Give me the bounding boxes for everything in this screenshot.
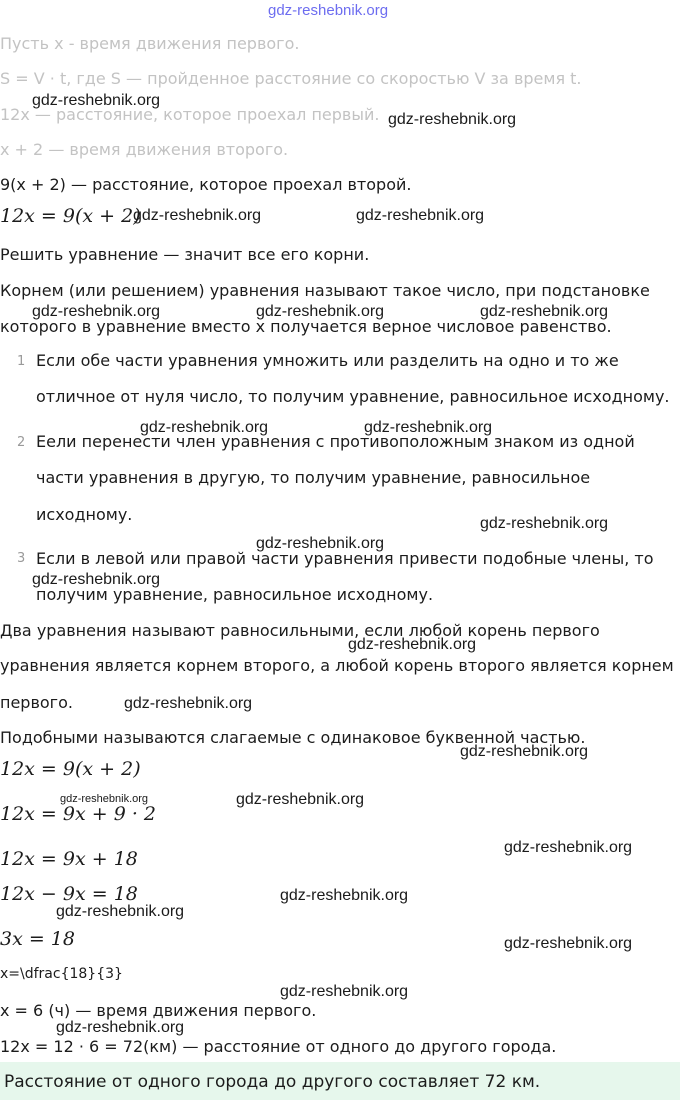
text-equivalent-definition: уравнения является корнем второго, а любой корень второго является корнем <box>0 656 674 675</box>
rule-text: исходному. <box>36 505 133 524</box>
watermark[interactable]: gdz-reshebnik.org <box>256 303 385 320</box>
solution-step: 12x = 9(x + 2) <box>0 758 141 780</box>
watermark[interactable]: gdz-reshebnik.org <box>56 1019 185 1036</box>
watermark[interactable]: gdz-reshebnik.org <box>32 571 161 588</box>
watermark[interactable]: gdz-reshebnik.org <box>280 887 409 904</box>
text-formula-s: S = V · t, где S — пройденное расстояние со скоростью V за время t. <box>0 69 582 88</box>
text-let-x: Пусть x - время движения первого. <box>0 34 300 53</box>
watermark[interactable]: gdz-reshebnik.org <box>356 207 485 224</box>
solution-step: 3x = 18 <box>0 928 75 950</box>
solution-step: 12x = 9x + 9 · 2 <box>0 803 156 825</box>
watermark[interactable]: gdz-reshebnik.org <box>236 791 365 808</box>
watermark[interactable]: gdz-reshebnik.org <box>364 419 493 436</box>
rule-text: части уравнения в другую, то получим уравнение, равносильное <box>36 468 591 487</box>
solution-step: x = 6 (ч) — время движения первого. <box>0 1001 317 1020</box>
watermark[interactable]: gdz-reshebnik.org <box>32 303 161 320</box>
watermark[interactable]: gdz-reshebnik.org <box>124 695 253 712</box>
watermark[interactable]: gdz-reshebnik.org <box>140 419 269 436</box>
result-bar <box>0 1062 680 1100</box>
rule-text: отличное от нуля число, то получим уравнение, равносильное исходному. <box>36 387 670 406</box>
equation-main: 12x = 9(x + 2) <box>0 205 141 227</box>
text-distance-second: 9(x + 2) — расстояние, которое проехал второй. <box>0 175 412 194</box>
result-text: Расстояние от одного города до другого составляет 72 км. <box>4 1072 541 1092</box>
text-equivalent-definition: Два уравнения называют равносильными, если любой корень первого <box>0 621 600 640</box>
solution-step: 12x − 9x = 18 <box>0 883 138 905</box>
solution-step-final: 12x = 12 · 6 = 72(км) — расстояние от одного до другого города. <box>0 1037 557 1056</box>
rule-text: Если в левой или правой части уравнения привести подобные члены, то <box>36 549 654 568</box>
watermark[interactable]: gdz-reshebnik.org <box>56 903 185 920</box>
watermark[interactable]: gdz-reshebnik.org <box>32 92 161 109</box>
text-root-definition: Корнем (или решением) уравнения называют такое число, при подстановке <box>0 281 650 300</box>
text-similar-terms: Подобными называются слагаемые с одинаковое буквенной частью. <box>0 728 586 747</box>
rule-number: 2 <box>17 435 26 450</box>
text-solve-definition: Решить уравнение — значит все его корни. <box>0 245 370 264</box>
watermark[interactable]: gdz-reshebnik.org <box>460 743 589 760</box>
rule-number: 3 <box>17 551 26 566</box>
text-root-definition-cont: которого в уравнение вместо x получается верное числовое равенство. <box>0 317 612 336</box>
rule-number: 1 <box>17 354 26 369</box>
watermark[interactable]: gdz-reshebnik.org <box>133 207 262 224</box>
watermark[interactable]: gdz-reshebnik.org <box>480 303 609 320</box>
watermark-top[interactable]: gdz-reshebnik.org <box>268 2 389 19</box>
text-equivalent-definition: первого. <box>0 693 73 712</box>
text-distance-first: 12x — расстояние, которое проехал первый. <box>0 105 380 124</box>
watermark[interactable]: gdz-reshebnik.org <box>348 636 477 653</box>
rule-text: Еели перенести член уравнения с противоположным знаком из одной <box>36 432 635 451</box>
solution-step-raw: x=\dfrac{18}{3} <box>0 966 123 982</box>
rule-text: получим уравнение, равносильное исходному. <box>36 585 434 604</box>
watermark[interactable]: gdz-reshebnik.org <box>60 793 149 805</box>
rule-text: Если обе части уравнения умножить или разделить на одно и то же <box>36 351 619 370</box>
watermark[interactable]: gdz-reshebnik.org <box>256 535 385 552</box>
watermark[interactable]: gdz-reshebnik.org <box>480 515 609 532</box>
text-time-second: x + 2 — время движения второго. <box>0 140 289 159</box>
watermark[interactable]: gdz-reshebnik.org <box>504 839 633 856</box>
watermark[interactable]: gdz-reshebnik.org <box>504 935 633 952</box>
watermark[interactable]: gdz-reshebnik.org <box>280 983 409 1000</box>
watermark[interactable]: gdz-reshebnik.org <box>388 111 517 128</box>
solution-step: 12x = 9x + 18 <box>0 848 138 870</box>
